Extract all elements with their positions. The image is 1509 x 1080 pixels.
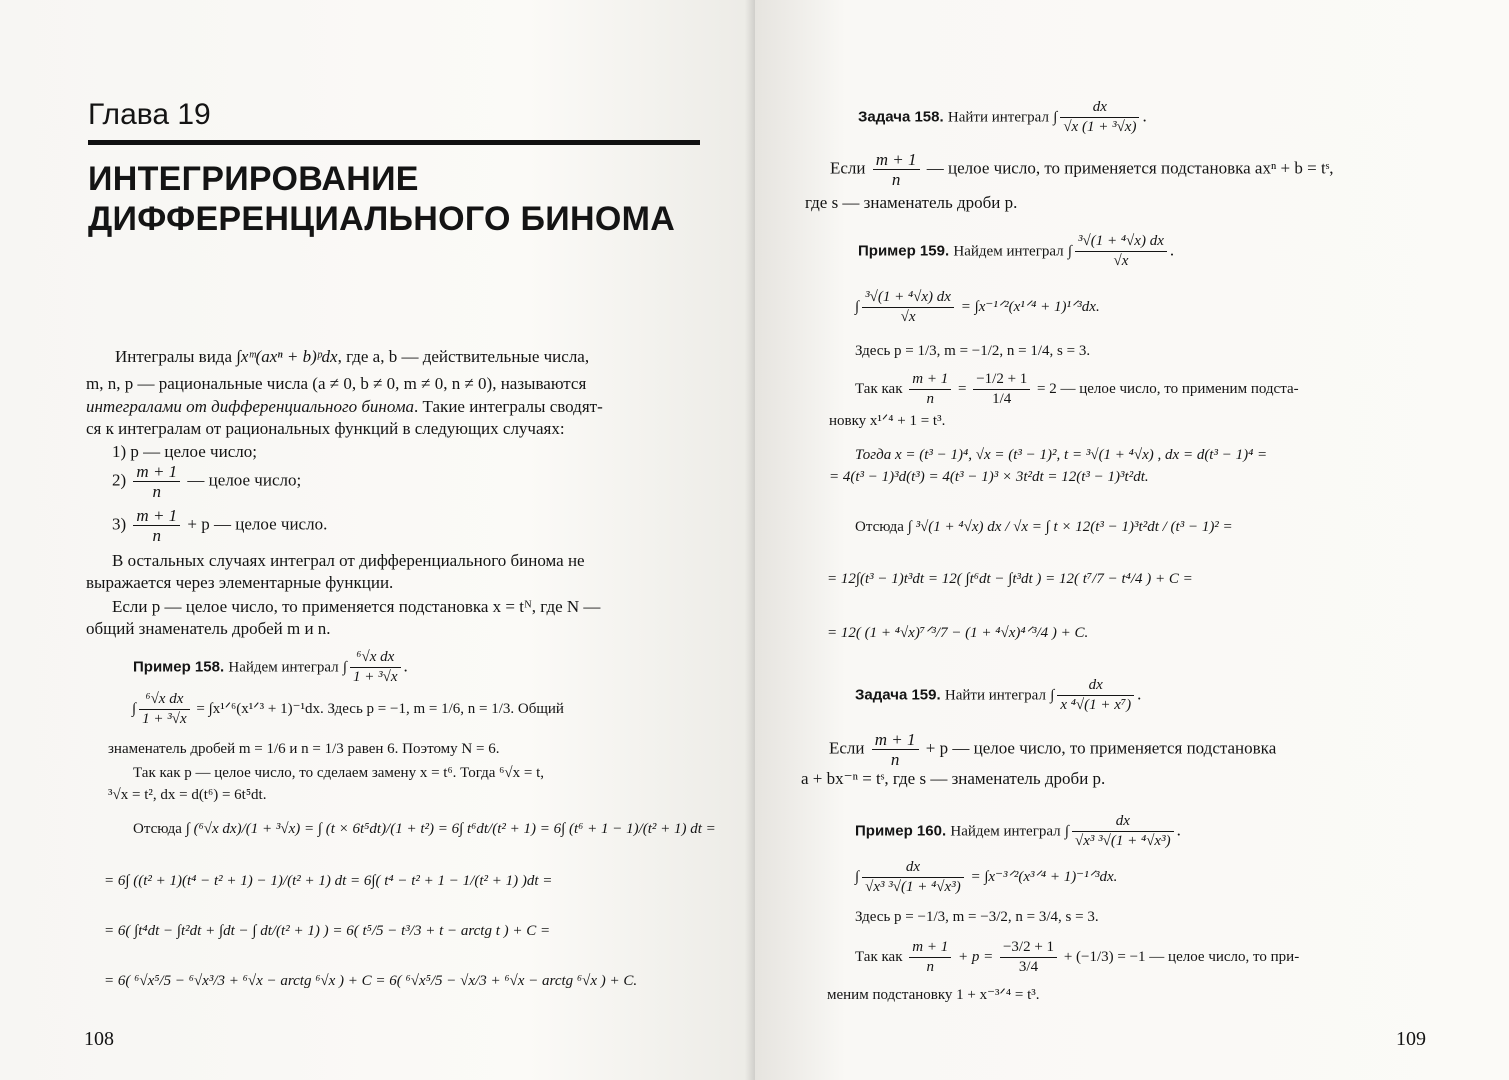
page-number-right: 109 — [1396, 1028, 1426, 1050]
fraction-denominator: n — [909, 957, 951, 977]
example-158-eq1 — [133, 818, 716, 840]
case-2-fraction — [133, 462, 180, 501]
example-160-line1: ∫ $\frac{dx}{\text{√x³ ³√(1 + ⁴√x³)}}$ = ∫x⁻³ᐟ²(x³ᐟ⁴ + 1)⁻¹ᐟ³dx. — [855, 859, 1118, 895]
fraction-numerator: m + 1 — [875, 150, 917, 169]
example-158-line1: ∫ $\frac{\text{⁶√x dx}}{\text{1 + ³√x}}$ = ∫x¹ᐟ⁶(x¹ᐟ³ + 1)⁻¹dx. Здесь p = −1, m = 1/6, n = 1/3. Общий — [132, 691, 564, 727]
example-159-then1: Тогда x = (t³ − 1)⁴, √x = (t³ − 1)², t = ³√(1 + ⁴√x) , dx = d(t³ − 1)⁴ = — [855, 447, 1268, 463]
since-text: + (−1/3) = −1 — целое число, то при- — [1063, 948, 1300, 965]
fraction-numerator: ⁶√x dx — [356, 649, 395, 665]
fraction-numerator: m + 1 — [912, 939, 949, 955]
case-3 — [112, 506, 327, 545]
intro-line1 — [115, 346, 589, 368]
intro-line4: ся к интегралам от рациональных функций в следующих случаях: — [86, 419, 565, 438]
since-fraction-1 — [909, 938, 951, 977]
fraction-denominator: √x — [862, 307, 954, 327]
fraction-numerator: ⁶√x dx — [145, 691, 184, 707]
intro-text: Интегралы вида — [115, 347, 232, 366]
case-2-number: 2) — [112, 470, 127, 490]
example-159-line1: ∫ $\frac{\text{³√(1 + ⁴√x) dx}}{√x}$ = ∫x⁻¹ᐟ²(x¹ᐟ⁴ + 1)¹ᐟ³dx. — [855, 289, 1100, 325]
example-158-integrand — [350, 648, 401, 687]
example-158-text: Найдем интеграл — [228, 659, 339, 676]
right-page — [755, 0, 1509, 1080]
otsyuda-label: Отсюда — [855, 519, 904, 535]
example-159-result1 — [855, 516, 1233, 538]
rule-1-if: Если — [830, 158, 866, 178]
chapter-title-line2: ДИФФЕРЕНЦИАЛЬНОГО БИНОМА — [88, 200, 676, 238]
fraction-denominator: 3/4 — [1000, 957, 1057, 977]
example-158-line1-rest: = ∫x¹ᐟ⁶(x¹ᐟ³ + 1)⁻¹dx. Здесь p = −1, m = 1/6, n = 1/3. Общий — [196, 700, 564, 717]
example-159-since — [855, 370, 1299, 409]
fraction-numerator: m + 1 — [874, 730, 916, 749]
subst-line1: Если p — целое число, то применяется подстановка x = tᴺ, где N — — [112, 597, 601, 616]
example-160-since — [855, 938, 1299, 977]
example-158-heading: Пример 158. Найдем интеграл ∫ $\frac{\text{⁶√x dx}}{\text{1 + ³√x}}$ . — [133, 649, 408, 685]
rest-line2: выражается через элементарные функции. — [86, 573, 394, 592]
page-number-left: 108 — [84, 1028, 114, 1050]
task-158-text: Найти интеграл — [947, 109, 1049, 126]
since-label: Так как — [855, 948, 903, 965]
task-158-label: Задача 158. — [858, 108, 944, 126]
task-158-heading: Задача 158. Найти интеграл ∫ $\frac{dx}{\text{√x (1 + ³√x)}}$ . — [858, 99, 1147, 135]
example-158-eq2: = 6∫ ((t² + 1)(t⁴ − t² + 1) − 1)/(t² + 1) dt = 6∫( t⁴ − t² + 1 − 1/(t² + 1) )dt = — [104, 873, 553, 889]
intro-term: интегралами от дифференциального бинома — [86, 397, 415, 416]
since-text: = 2 — целое число, то применим подста- — [1037, 380, 1299, 397]
chapter-heading: Глава 19 — [88, 98, 211, 131]
example-158-line1-fraction — [139, 690, 190, 729]
task-159-heading: Задача 159. Найти интеграл ∫ $\frac{dx}{\text{x ⁴√(1 + x⁷)}}$ . — [855, 677, 1142, 713]
fraction-denominator: n — [872, 749, 919, 769]
fraction-numerator: dx — [1092, 99, 1107, 115]
example-160-heading: Пример 160. Найдем интеграл ∫ $\frac{dx}{\text{√x³ ³√(1 + ⁴√x³)}}$ . — [855, 813, 1181, 849]
example-158-line2: знаменатель дробей m = 1/6 и n = 1/3 равен 6. Поэтому N = 6. — [108, 741, 500, 757]
intro-line3 — [86, 396, 603, 418]
example-159-here: Здесь p = 1/3, m = −1/2, n = 1/4, s = 3. — [855, 343, 1091, 359]
fraction-numerator: m + 1 — [136, 506, 178, 525]
example-160-integrand — [1072, 812, 1174, 851]
case-2-text: — целое число; — [187, 470, 302, 490]
fraction-numerator: dx — [1115, 813, 1130, 829]
fraction-numerator: m + 1 — [912, 371, 949, 387]
case-3-fraction — [133, 506, 180, 545]
since-fraction-2 — [1000, 938, 1057, 977]
fraction-denominator: n — [873, 169, 920, 189]
rule-1-text: — целое число, то применяется подстановка axⁿ + b = tˢ, — [926, 158, 1334, 178]
since-fraction-2 — [973, 370, 1030, 409]
example-160-text: Найдем интеграл — [950, 823, 1061, 840]
example-160-line1-rest: = ∫x⁻³ᐟ²(x³ᐟ⁴ + 1)⁻¹ᐟ³dx. — [970, 868, 1118, 885]
fraction-denominator: √x³ ³√(1 + ⁴√x³) — [1072, 831, 1174, 851]
fraction-numerator: dx — [905, 859, 920, 875]
since-middle: + p = — [957, 948, 994, 965]
fraction-denominator: 1 + ³√x — [139, 709, 190, 729]
example-160-here: Здесь p = −1/3, m = −3/2, n = 3/4, s = 3. — [855, 909, 1099, 925]
task-159-label: Задача 159. — [855, 686, 941, 704]
fraction-numerator: m + 1 — [136, 462, 178, 481]
equation-line: ∫ ³√(1 + ⁴√x) dx / √x = ∫ t × 12(t³ − 1)³t²dt / (t³ − 1)² = — [907, 519, 1233, 535]
example-159-label: Пример 159. — [858, 242, 950, 260]
example-160-label: Пример 160. — [855, 822, 947, 840]
example-158-eq4: = 6( ⁶√x⁵/5 − ⁶√x³/3 + ⁶√x − arctg ⁶√x ) + C = 6( ⁶√x⁵/5 − √x/3 + ⁶√x − arctg ⁶√x ) + C. — [104, 973, 638, 989]
fraction-denominator: 1 + ³√x — [350, 667, 401, 687]
case-1: 1) p — целое число; — [112, 442, 257, 461]
rest-line1: В остальных случаях интеграл от дифференциального бинома не — [112, 551, 585, 570]
since-fraction-1 — [909, 370, 951, 409]
example-159-line1-fraction — [862, 288, 954, 327]
task-158-fraction — [1060, 98, 1139, 137]
rule-2-line1 — [829, 730, 1276, 769]
example-159-heading: Пример 159. Найдем интеграл ∫ $\frac{\text{³√(1 + ⁴√x) dx}}{√x}$ . — [858, 233, 1175, 269]
case-2 — [112, 462, 301, 501]
example-159-since-l2: новку x¹ᐟ⁴ + 1 = t³. — [829, 413, 946, 429]
fraction-denominator: √x (1 + ³√x) — [1060, 117, 1139, 137]
since-label: Так как — [855, 380, 903, 397]
fraction-numerator: ³√(1 + ⁴√x) dx — [865, 289, 951, 305]
fraction-denominator: n — [909, 389, 951, 409]
fraction-denominator: √x — [1075, 251, 1167, 271]
intro-line3-rest: . Такие интегралы сводят- — [414, 397, 603, 416]
rule-2-text: + p — целое число, то применяется подстановка — [925, 738, 1277, 758]
since-equals: = — [957, 380, 967, 397]
fraction-denominator: x ⁴√(1 + x⁷) — [1057, 695, 1134, 715]
intro-formula: ∫xᵐ(axⁿ + b)ᵖdx — [236, 347, 338, 366]
fraction-denominator: √x³ ³√(1 + ⁴√x³) — [862, 877, 964, 897]
rule-2-if: Если — [829, 738, 865, 758]
fraction-denominator: n — [133, 481, 180, 501]
rule-1-fraction — [873, 150, 920, 189]
example-158-label: Пример 158. — [133, 658, 225, 676]
example-159-then2: = 4(t³ − 1)³d(t³) = 4(t³ − 1)³ × 3t²dt = 12(t³ − 1)³t²dt. — [829, 469, 1149, 485]
subst-line2: общий знаменатель дробей m и n. — [86, 619, 331, 638]
rule-1-line2: где s — знаменатель дроби p. — [805, 193, 1018, 212]
intro-line2: m, n, p — рациональные числа (a ≠ 0, b ≠ 0, m ≠ 0, n ≠ 0), называются — [86, 374, 587, 393]
example-160-since-l2: меним подстановку 1 + x⁻³ᐟ⁴ = t³. — [827, 987, 1040, 1003]
example-159-result3: = 12( (1 + ⁴√x)⁷ᐟ³/7 − (1 + ⁴√x)⁴ᐟ³/4 ) + C. — [827, 625, 1089, 641]
task-159-fraction — [1057, 676, 1134, 715]
example-159-integrand — [1075, 232, 1167, 271]
rule-1-line1 — [830, 150, 1334, 189]
example-158-eq3: = 6( ∫t⁴dt − ∫t²dt + ∫dt − ∫ dt/(t² + 1) ) = 6( t⁵/5 − t³/3 + t − arctg t ) + C = — [104, 923, 551, 939]
example-159-result2: = 12∫(t³ − 1)t³dt = 12( ∫t⁶dt − ∫t³dt ) = 12( t⁷/7 − t⁴/4 ) + C = — [827, 571, 1193, 587]
fraction-numerator: ³√(1 + ⁴√x) dx — [1078, 233, 1164, 249]
case-3-text: + p — целое число. — [187, 514, 328, 534]
rule-2-line2: a + bx⁻ⁿ = tˢ, где s — знаменатель дроби p. — [801, 769, 1106, 788]
rule-2-fraction — [872, 730, 919, 769]
example-158-line4: ³√x = t², dx = d(t⁶) = 6t⁵dt. — [108, 787, 267, 803]
fraction-denominator: n — [133, 525, 180, 545]
case-3-number: 3) — [112, 514, 127, 534]
fraction-numerator: −1/2 + 1 — [976, 371, 1028, 387]
fraction-numerator: −3/2 + 1 — [1002, 939, 1055, 955]
example-158-line3: Так как p — целое число, то сделаем замену x = t⁶. Тогда ⁶√x = t, — [133, 765, 544, 781]
otsyuda-label: Отсюда — [133, 821, 182, 837]
example-159-text: Найдем интеграл — [953, 243, 1064, 260]
intro-text-rest: , где a, b — действительные числа, — [337, 347, 590, 366]
example-160-line1-fraction — [862, 858, 964, 897]
fraction-denominator: 1/4 — [973, 389, 1030, 409]
chapter-title-line1: ИНТЕГРИРОВАНИЕ — [88, 160, 419, 198]
example-159-line1-rest: = ∫x⁻¹ᐟ²(x¹ᐟ⁴ + 1)¹ᐟ³dx. — [960, 298, 1100, 315]
equation-line: ∫ (⁶√x dx)/(1 + ³√x) = ∫ (t × 6t⁵dt)/(1 + t²) = 6∫ t⁶dt/(t² + 1) = 6∫ (t⁶ + 1 − 1)/(t² + 1) dt = — [185, 821, 716, 837]
fraction-numerator: dx — [1088, 677, 1103, 693]
chapter-rule — [88, 140, 700, 145]
task-159-text: Найти интеграл — [944, 687, 1046, 704]
